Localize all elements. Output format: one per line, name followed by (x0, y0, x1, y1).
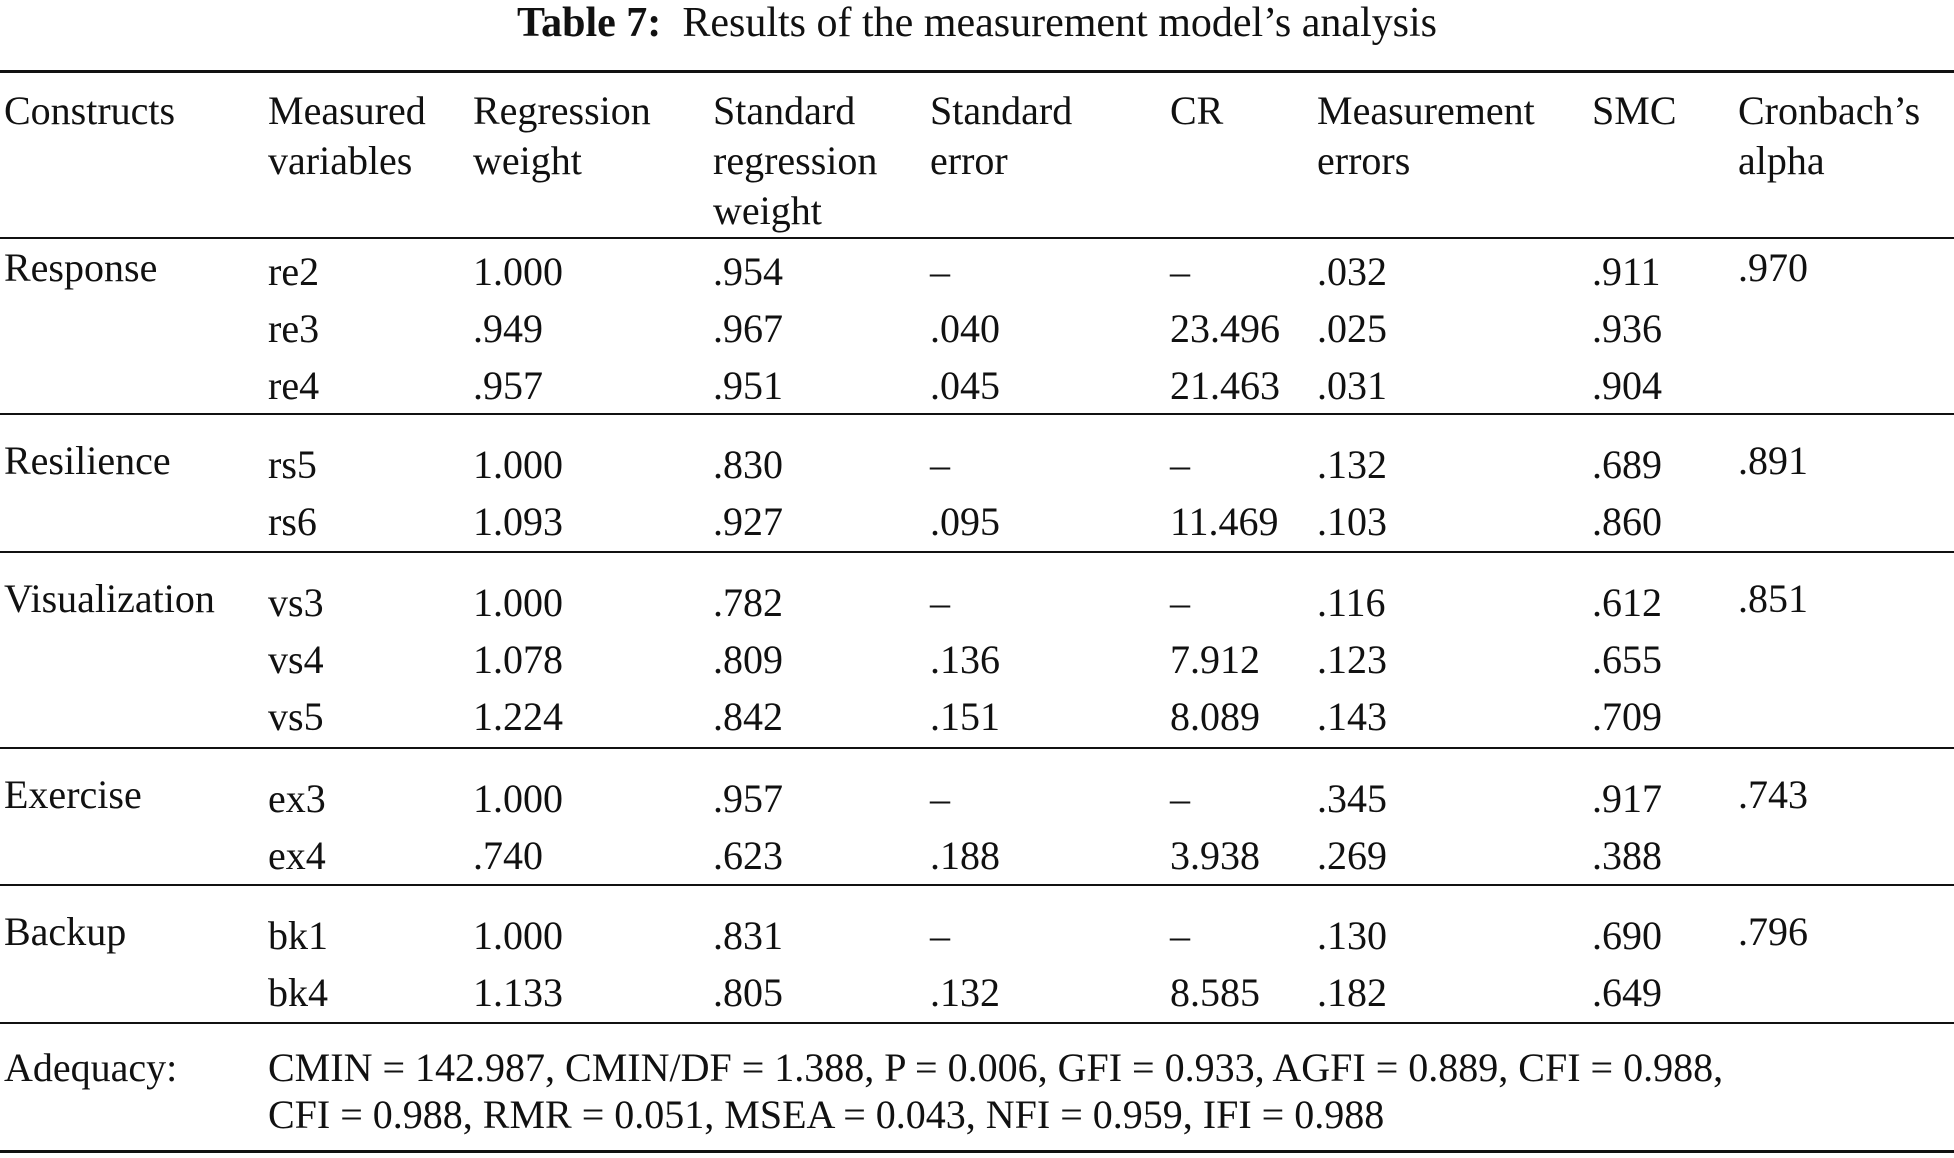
table-cell-smc: .612 (1592, 580, 1662, 625)
table-cell-measured-variables: ex4 (268, 833, 326, 878)
table-cell-measured-variables: re2 (268, 249, 320, 294)
table-cell-measurement-errors: .130 (1317, 913, 1387, 958)
table-cell-cr: – (1170, 249, 1190, 294)
column-header-line: CR (1170, 88, 1224, 133)
table-cell-measurement-errors: .269 (1317, 833, 1387, 878)
table-cell-measurement-errors: .143 (1317, 694, 1387, 739)
table-cell-standard-error: – (930, 913, 950, 958)
table-cell-standard-error: .188 (930, 833, 1000, 878)
table-cell-regression-weight: 1.000 (473, 580, 563, 625)
table-cell-measured-variables: vs4 (268, 637, 324, 682)
table-cell-standard-error: .045 (930, 363, 1000, 408)
table-cell-standard-regression-weight: .951 (713, 363, 783, 408)
cronbach-alpha-value: .970 (1738, 245, 1808, 290)
table-cell-measurement-errors: .182 (1317, 970, 1387, 1015)
table-cell-cr: 3.938 (1170, 833, 1260, 878)
column-header-line: errors (1317, 138, 1411, 183)
table-cell-cr: 8.585 (1170, 970, 1260, 1015)
table-cell-regression-weight: 1.000 (473, 249, 563, 294)
cronbach-alpha-value: .743 (1738, 772, 1808, 817)
construct-name: Backup (4, 909, 127, 954)
table-cell-standard-error: – (930, 442, 950, 487)
table-cell-standard-regression-weight: .967 (713, 306, 783, 351)
table-cell-standard-regression-weight: .782 (713, 580, 783, 625)
table-cell-standard-error: .132 (930, 970, 1000, 1015)
table-rule (0, 884, 1954, 886)
column-header-measurement-errors (1317, 86, 1535, 186)
table-rule (0, 70, 1954, 73)
column-header-line: Constructs (4, 88, 176, 133)
table-cell-regression-weight: 1.133 (473, 970, 563, 1015)
table-rule (0, 237, 1954, 239)
table-cell-measurement-errors: .103 (1317, 499, 1387, 544)
table-cell-standard-regression-weight: .927 (713, 499, 783, 544)
cronbach-alpha-value: .796 (1738, 909, 1808, 954)
table-cell-standard-regression-weight: .830 (713, 442, 783, 487)
column-header-smc (1592, 86, 1677, 136)
table-cell-standard-error: – (930, 776, 950, 821)
table-rule (0, 413, 1954, 415)
table-cell-regression-weight: 1.000 (473, 442, 563, 487)
column-header-line: variables (268, 138, 413, 183)
construct-name: Visualization (4, 576, 215, 621)
table-cell-measured-variables: re3 (268, 306, 320, 351)
table-cell-cr: 11.469 (1170, 499, 1279, 544)
column-header-constructs (4, 86, 175, 136)
column-header-line: Standard (713, 88, 856, 133)
table-cell-smc: .917 (1592, 776, 1662, 821)
column-header-line: regression (713, 138, 878, 183)
table-cell-cr: 23.496 (1170, 306, 1280, 351)
table-cell-standard-regression-weight: .809 (713, 637, 783, 682)
table-cell-standard-error: .136 (930, 637, 1000, 682)
table-cell-smc: .911 (1592, 249, 1661, 294)
column-header-standard-regression-weight (713, 86, 877, 236)
adequacy-line: CFI = 0.988, RMR = 0.051, MSEA = 0.043, NFI = 0.959, IFI = 0.988 (268, 1092, 1385, 1137)
table-cell-measured-variables: rs6 (268, 499, 317, 544)
column-header-cronbachs-alpha (1738, 86, 1920, 186)
column-header-line: Standard (930, 88, 1073, 133)
table-cell-measured-variables: ex3 (268, 776, 326, 821)
table-cell-measurement-errors: .031 (1317, 363, 1387, 408)
column-header-line: Measured (268, 88, 426, 133)
column-header-cr (1170, 86, 1223, 136)
table-cell-regression-weight: 1.093 (473, 499, 563, 544)
table-cell-measurement-errors: .132 (1317, 442, 1387, 487)
table-cell-cr: 7.912 (1170, 637, 1260, 682)
table-cell-smc: .690 (1592, 913, 1662, 958)
table-rule (0, 1150, 1954, 1153)
column-header-line: Regression (473, 88, 651, 133)
column-header-line: SMC (1592, 88, 1677, 133)
table-cell-smc: .649 (1592, 970, 1662, 1015)
table-cell-cr: 8.089 (1170, 694, 1260, 739)
table-cell-regression-weight: 1.224 (473, 694, 563, 739)
table-cell-standard-regression-weight: .623 (713, 833, 783, 878)
column-header-line: alpha (1738, 138, 1825, 183)
table-cell-standard-regression-weight: .805 (713, 970, 783, 1015)
construct-name: Resilience (4, 438, 171, 483)
table-cell-smc: .860 (1592, 499, 1662, 544)
table-cell-cr: – (1170, 442, 1190, 487)
table-cell-standard-error: – (930, 249, 950, 294)
table-cell-regression-weight: .957 (473, 363, 543, 408)
column-header-line: Measurement (1317, 88, 1535, 133)
table-cell-standard-error: – (930, 580, 950, 625)
column-header-line: Cronbach’s (1738, 88, 1921, 133)
table-cell-measurement-errors: .116 (1317, 580, 1386, 625)
table-cell-standard-error: .151 (930, 694, 1000, 739)
table-cell-smc: .936 (1592, 306, 1662, 351)
column-header-measured-variables (268, 86, 426, 186)
table-rule (0, 1022, 1954, 1024)
table-cell-regression-weight: .740 (473, 833, 543, 878)
table-cell-regression-weight: 1.000 (473, 913, 563, 958)
table-caption (0, 0, 1954, 50)
construct-name: Exercise (4, 772, 142, 817)
table-cell-standard-regression-weight: .957 (713, 776, 783, 821)
table-cell-smc: .689 (1592, 442, 1662, 487)
construct-name: Response (4, 245, 158, 290)
column-header-line: error (930, 138, 1008, 183)
table-cell-standard-regression-weight: .842 (713, 694, 783, 739)
table-cell-cr: 21.463 (1170, 363, 1280, 408)
column-header-regression-weight (473, 86, 651, 186)
column-header-line: weight (713, 188, 822, 233)
table-cell-standard-error: .095 (930, 499, 1000, 544)
table-cell-standard-regression-weight: .831 (713, 913, 783, 958)
table-cell-smc: .904 (1592, 363, 1662, 408)
table-cell-measured-variables: vs5 (268, 694, 324, 739)
adequacy-label: Adequacy: (4, 1045, 178, 1090)
table-cell-regression-weight: .949 (473, 306, 543, 351)
adequacy-line: CMIN = 142.987, CMIN/DF = 1.388, P = 0.006, GFI = 0.933, AGFI = 0.889, CFI = 0.988, (268, 1045, 1724, 1090)
table-cell-measured-variables: rs5 (268, 442, 317, 487)
table-rule (0, 551, 1954, 553)
table-cell-measurement-errors: .032 (1317, 249, 1387, 294)
table-cell-standard-regression-weight: .954 (713, 249, 783, 294)
table-cell-measurement-errors: .123 (1317, 637, 1387, 682)
table-cell-measurement-errors: .345 (1317, 776, 1387, 821)
table-cell-measurement-errors: .025 (1317, 306, 1387, 351)
table-cell-cr: – (1170, 580, 1190, 625)
table-cell-cr: – (1170, 776, 1190, 821)
table-cell-measured-variables: re4 (268, 363, 320, 408)
table-cell-regression-weight: 1.000 (473, 776, 563, 821)
table-rule (0, 747, 1954, 749)
cronbach-alpha-value: .891 (1738, 438, 1808, 483)
table-cell-smc: .388 (1592, 833, 1662, 878)
table-cell-smc: .655 (1592, 637, 1662, 682)
table-cell-smc: .709 (1592, 694, 1662, 739)
caption-label: Table 7: (516, 0, 662, 46)
table-cell-regression-weight: 1.078 (473, 637, 563, 682)
table-cell-measured-variables: bk4 (268, 970, 328, 1015)
caption-text: Results of the measurement model’s analysis (682, 0, 1437, 46)
table-cell-standard-error: .040 (930, 306, 1000, 351)
column-header-standard-error (930, 86, 1072, 186)
column-header-line: weight (473, 138, 582, 183)
table-cell-measured-variables: bk1 (268, 913, 328, 958)
table-cell-cr: – (1170, 913, 1190, 958)
cronbach-alpha-value: .851 (1738, 576, 1808, 621)
table-cell-measured-variables: vs3 (268, 580, 324, 625)
